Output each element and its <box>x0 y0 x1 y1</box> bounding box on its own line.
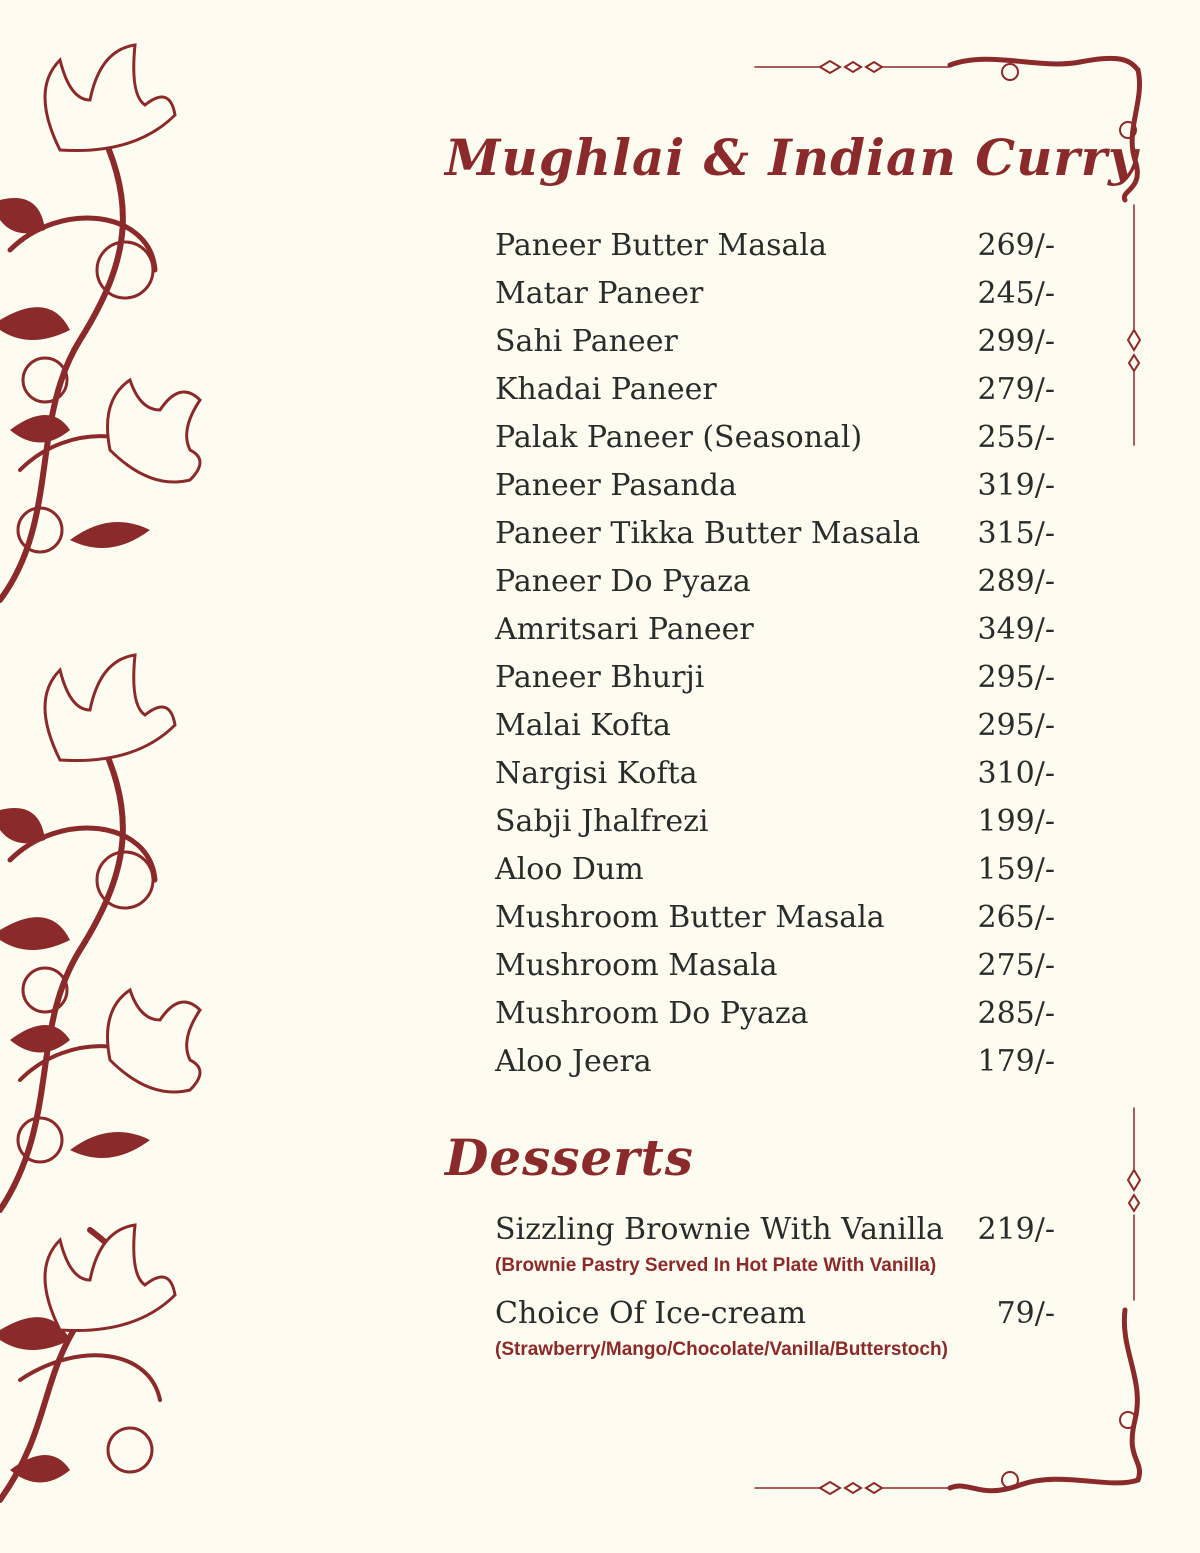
menu-item <box>495 1038 1055 1086</box>
menu-item <box>495 606 1055 654</box>
menu-item-price: 349/- <box>977 612 1055 647</box>
section-title-desserts: Desserts <box>445 1128 694 1187</box>
menu-item-price: 285/- <box>977 996 1055 1031</box>
menu-item <box>495 990 1055 1038</box>
dessert-item-description: (Brownie Pastry Served In Hot Plate With Vanilla) <box>495 1255 937 1276</box>
menu-item-price: 295/- <box>977 708 1055 743</box>
menu-item-price: 319/- <box>977 468 1055 503</box>
menu-item-name: Sahi Paneer <box>495 324 678 359</box>
menu-item-name: Sabji Jhalfrezi <box>495 804 709 839</box>
menu-item <box>495 222 1055 270</box>
menu-item-price: 279/- <box>977 372 1055 407</box>
menu-item-name: Matar Paneer <box>495 276 704 311</box>
menu-item <box>495 270 1055 318</box>
menu-item-name: Aloo Dum <box>495 852 644 887</box>
menu-item-name: Paneer Pasanda <box>495 468 737 503</box>
menu-item-name: Mushroom Masala <box>495 948 778 983</box>
menu-item-price: 255/- <box>977 420 1055 455</box>
dessert-item-name: Sizzling Brownie With Vanilla <box>495 1212 944 1247</box>
menu-item <box>495 750 1055 798</box>
menu-item <box>495 942 1055 990</box>
menu-item <box>495 366 1055 414</box>
dessert-item <box>495 1289 1055 1373</box>
menu-item <box>495 318 1055 366</box>
menu-item-name: Paneer Do Pyaza <box>495 564 751 599</box>
dessert-item <box>495 1205 1055 1289</box>
menu-item <box>495 414 1055 462</box>
menu-item-price: 295/- <box>977 660 1055 695</box>
menu-item-name: Khadai Paneer <box>495 372 717 407</box>
floral-vine-icon <box>0 0 210 1553</box>
menu-item-name: Mushroom Butter Masala <box>495 900 885 935</box>
section-title-curry: Mughlai & Indian Curry <box>445 128 1139 187</box>
curry-menu-list <box>495 222 1055 1086</box>
menu-item <box>495 654 1055 702</box>
dessert-item-description: (Strawberry/Mango/Chocolate/Vanilla/Butterstoch) <box>495 1339 948 1360</box>
menu-item-name: Mushroom Do Pyaza <box>495 996 809 1031</box>
menu-item-name: Paneer Tikka Butter Masala <box>495 516 921 551</box>
menu-item-name: Paneer Butter Masala <box>495 228 827 263</box>
dessert-item-price: 79/- <box>996 1296 1055 1331</box>
menu-item <box>495 702 1055 750</box>
menu-item <box>495 558 1055 606</box>
menu-item <box>495 510 1055 558</box>
menu-item-price: 289/- <box>977 564 1055 599</box>
dessert-menu-list <box>495 1205 1055 1373</box>
menu-item-name: Malai Kofta <box>495 708 671 743</box>
menu-item-name: Palak Paneer (Seasonal) <box>495 420 863 455</box>
dessert-item-price: 219/- <box>977 1212 1055 1247</box>
menu-item-name: Aloo Jeera <box>495 1044 652 1079</box>
menu-item <box>495 894 1055 942</box>
menu-item-price: 275/- <box>977 948 1055 983</box>
menu-item-price: 310/- <box>977 756 1055 791</box>
menu-item-price: 299/- <box>977 324 1055 359</box>
menu-item-name: Nargisi Kofta <box>495 756 698 791</box>
menu-item-price: 315/- <box>977 516 1055 551</box>
menu-item-price: 245/- <box>977 276 1055 311</box>
menu-item-price: 179/- <box>977 1044 1055 1079</box>
menu-item-price: 199/- <box>977 804 1055 839</box>
menu-item-price: 159/- <box>977 852 1055 887</box>
menu-item <box>495 798 1055 846</box>
menu-item <box>495 846 1055 894</box>
dessert-item-name: Choice Of Ice-cream <box>495 1296 807 1331</box>
menu-item-name: Paneer Bhurji <box>495 660 705 695</box>
menu-item-price: 265/- <box>977 900 1055 935</box>
menu-item-price: 269/- <box>977 228 1055 263</box>
menu-item <box>495 462 1055 510</box>
menu-item-name: Amritsari Paneer <box>495 612 754 647</box>
